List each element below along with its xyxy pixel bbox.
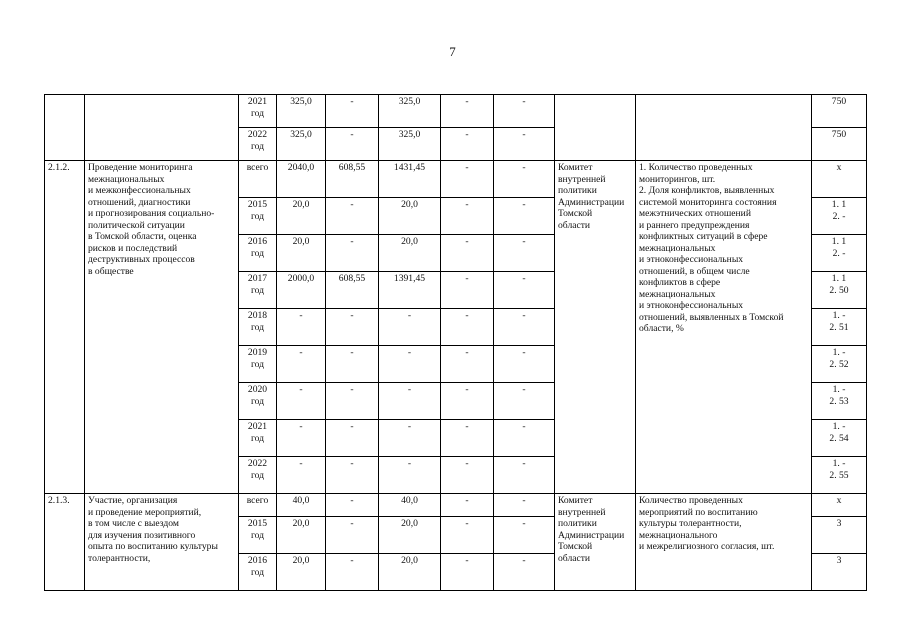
total-cell: - [277, 309, 326, 346]
total-cell: 20,0 [277, 517, 326, 554]
indicator-value-cell: 3 [812, 554, 867, 591]
section-number-2-1-3: 2.1.3. [45, 494, 85, 591]
year-cell: всего [239, 161, 277, 198]
local-cell: - [441, 383, 494, 420]
federal-cell: 608,55 [326, 272, 379, 309]
regional-cell: - [379, 383, 441, 420]
total-cell: 325,0 [277, 128, 326, 161]
regional-cell: 20,0 [379, 198, 441, 235]
indicator-name-cell [636, 95, 812, 161]
federal-cell: - [326, 517, 379, 554]
indicator-value-cell: 750 [812, 95, 867, 128]
year-cell: 2015 год [239, 517, 277, 554]
table-row [45, 95, 867, 128]
page-number: 7 [449, 44, 456, 59]
executor-2-1-3: Комитет внутренней политики Администрации Томской области [555, 494, 636, 591]
total-cell: 2000,0 [277, 272, 326, 309]
local-cell: - [441, 457, 494, 494]
extrabudget-cell: - [494, 198, 555, 235]
total-cell: 20,0 [277, 554, 326, 591]
indicator-value-cell: 1. - 2. 54 [812, 420, 867, 457]
total-cell: - [277, 420, 326, 457]
local-cell: - [441, 554, 494, 591]
indicator-name-2-1-2: 1. Количество проведенных мониторингов, шт. 2. Доля конфликтов, выявленных системой мониторинга состояния межэтнических отношений и раннего предупреждения конфликтных ситуаций в сфере межнациональных и этноконфессиональных отношений, в общем числе конфликтов в сфере межнациональных и этноконфессиональных отношений, выявленных в Томской области, % [636, 161, 812, 494]
year-cell: 2016 год [239, 554, 277, 591]
total-cell: - [277, 346, 326, 383]
total-cell: 325,0 [277, 95, 326, 128]
extrabudget-cell: - [494, 95, 555, 128]
regional-cell: - [379, 346, 441, 383]
extrabudget-cell: - [494, 494, 555, 517]
indicator-value-cell: х [812, 494, 867, 517]
total-cell: - [277, 457, 326, 494]
extrabudget-cell: - [494, 554, 555, 591]
year-cell: 2015 год [239, 198, 277, 235]
indicator-value-cell: 1. - 2. 52 [812, 346, 867, 383]
program-table [44, 94, 867, 591]
indicator-value-cell: х [812, 161, 867, 198]
extrabudget-cell: - [494, 457, 555, 494]
total-cell: 20,0 [277, 198, 326, 235]
indicator-name-2-1-3: Количество проведенных мероприятий по воспитанию культуры толерантности, межнационального и межрелигиозного согласия, шт. [636, 494, 812, 591]
federal-cell: - [326, 457, 379, 494]
local-cell: - [441, 95, 494, 128]
regional-cell: 1391,45 [379, 272, 441, 309]
indicator-value-cell: 1. 1 2. 50 [812, 272, 867, 309]
year-cell: 2022 год [239, 457, 277, 494]
local-cell: - [441, 494, 494, 517]
local-cell: - [441, 272, 494, 309]
event-name-2-1-2: Проведение мониторинга межнациональных и межконфессиональных отношений, диагностики и прогнозирования социально- политической ситуации в Томской области, оценка рисков и последствий деструктивных процессов в обществе [85, 161, 239, 494]
local-cell: - [441, 128, 494, 161]
extrabudget-cell: - [494, 346, 555, 383]
local-cell: - [441, 517, 494, 554]
regional-cell: - [379, 309, 441, 346]
number-cell [45, 95, 85, 161]
local-cell: - [441, 309, 494, 346]
federal-cell: - [326, 198, 379, 235]
indicator-value-cell: 1. 1 2. - [812, 198, 867, 235]
indicator-value-cell: 1. 1 2. - [812, 235, 867, 272]
extrabudget-cell: - [494, 420, 555, 457]
indicator-value-cell: 1. - 2. 51 [812, 309, 867, 346]
table-row [45, 494, 867, 517]
section-number-2-1-2: 2.1.2. [45, 161, 85, 494]
local-cell: - [441, 346, 494, 383]
regional-cell: 40,0 [379, 494, 441, 517]
total-cell: 20,0 [277, 235, 326, 272]
extrabudget-cell: - [494, 272, 555, 309]
regional-cell: 20,0 [379, 235, 441, 272]
total-cell: 2040,0 [277, 161, 326, 198]
extrabudget-cell: - [494, 128, 555, 161]
regional-cell: 20,0 [379, 554, 441, 591]
extrabudget-cell: - [494, 235, 555, 272]
regional-cell: - [379, 457, 441, 494]
year-cell: всего [239, 494, 277, 517]
federal-cell: - [326, 309, 379, 346]
federal-cell: - [326, 494, 379, 517]
local-cell: - [441, 198, 494, 235]
year-cell: 2018 год [239, 309, 277, 346]
local-cell: - [441, 420, 494, 457]
federal-cell: - [326, 420, 379, 457]
extrabudget-cell: - [494, 309, 555, 346]
year-cell: 2016 год [239, 235, 277, 272]
indicator-value-cell: 1. - 2. 53 [812, 383, 867, 420]
regional-cell: 20,0 [379, 517, 441, 554]
local-cell: - [441, 161, 494, 198]
federal-cell: - [326, 383, 379, 420]
year-cell: 2017 год [239, 272, 277, 309]
federal-cell: - [326, 128, 379, 161]
regional-cell: 325,0 [379, 95, 441, 128]
year-cell: 2020 год [239, 383, 277, 420]
federal-cell: - [326, 235, 379, 272]
table-row [45, 161, 867, 198]
executor-2-1-2: Комитет внутренней политики Администрации Томской области [555, 161, 636, 494]
extrabudget-cell: - [494, 383, 555, 420]
federal-cell: - [326, 95, 379, 128]
indicator-value-cell: 750 [812, 128, 867, 161]
indicator-value-cell: 3 [812, 517, 867, 554]
total-cell: - [277, 383, 326, 420]
local-cell: - [441, 235, 494, 272]
extrabudget-cell: - [494, 161, 555, 198]
regional-cell: 1431,45 [379, 161, 441, 198]
year-cell: 2019 год [239, 346, 277, 383]
federal-cell: - [326, 346, 379, 383]
year-cell: 2022 год [239, 128, 277, 161]
year-cell: 2021 год [239, 420, 277, 457]
extrabudget-cell: - [494, 517, 555, 554]
total-cell: 40,0 [277, 494, 326, 517]
federal-cell: 608,55 [326, 161, 379, 198]
regional-cell: - [379, 420, 441, 457]
event-name-cell [85, 95, 239, 161]
indicator-value-cell: 1. - 2. 55 [812, 457, 867, 494]
executor-cell [555, 95, 636, 161]
regional-cell: 325,0 [379, 128, 441, 161]
event-name-2-1-3: Участие, организация и проведение мероприятий, в том числе с выездом для изучения позитивного опыта по воспитанию культуры толерантности, [85, 494, 239, 591]
federal-cell: - [326, 554, 379, 591]
year-cell: 2021 год [239, 95, 277, 128]
